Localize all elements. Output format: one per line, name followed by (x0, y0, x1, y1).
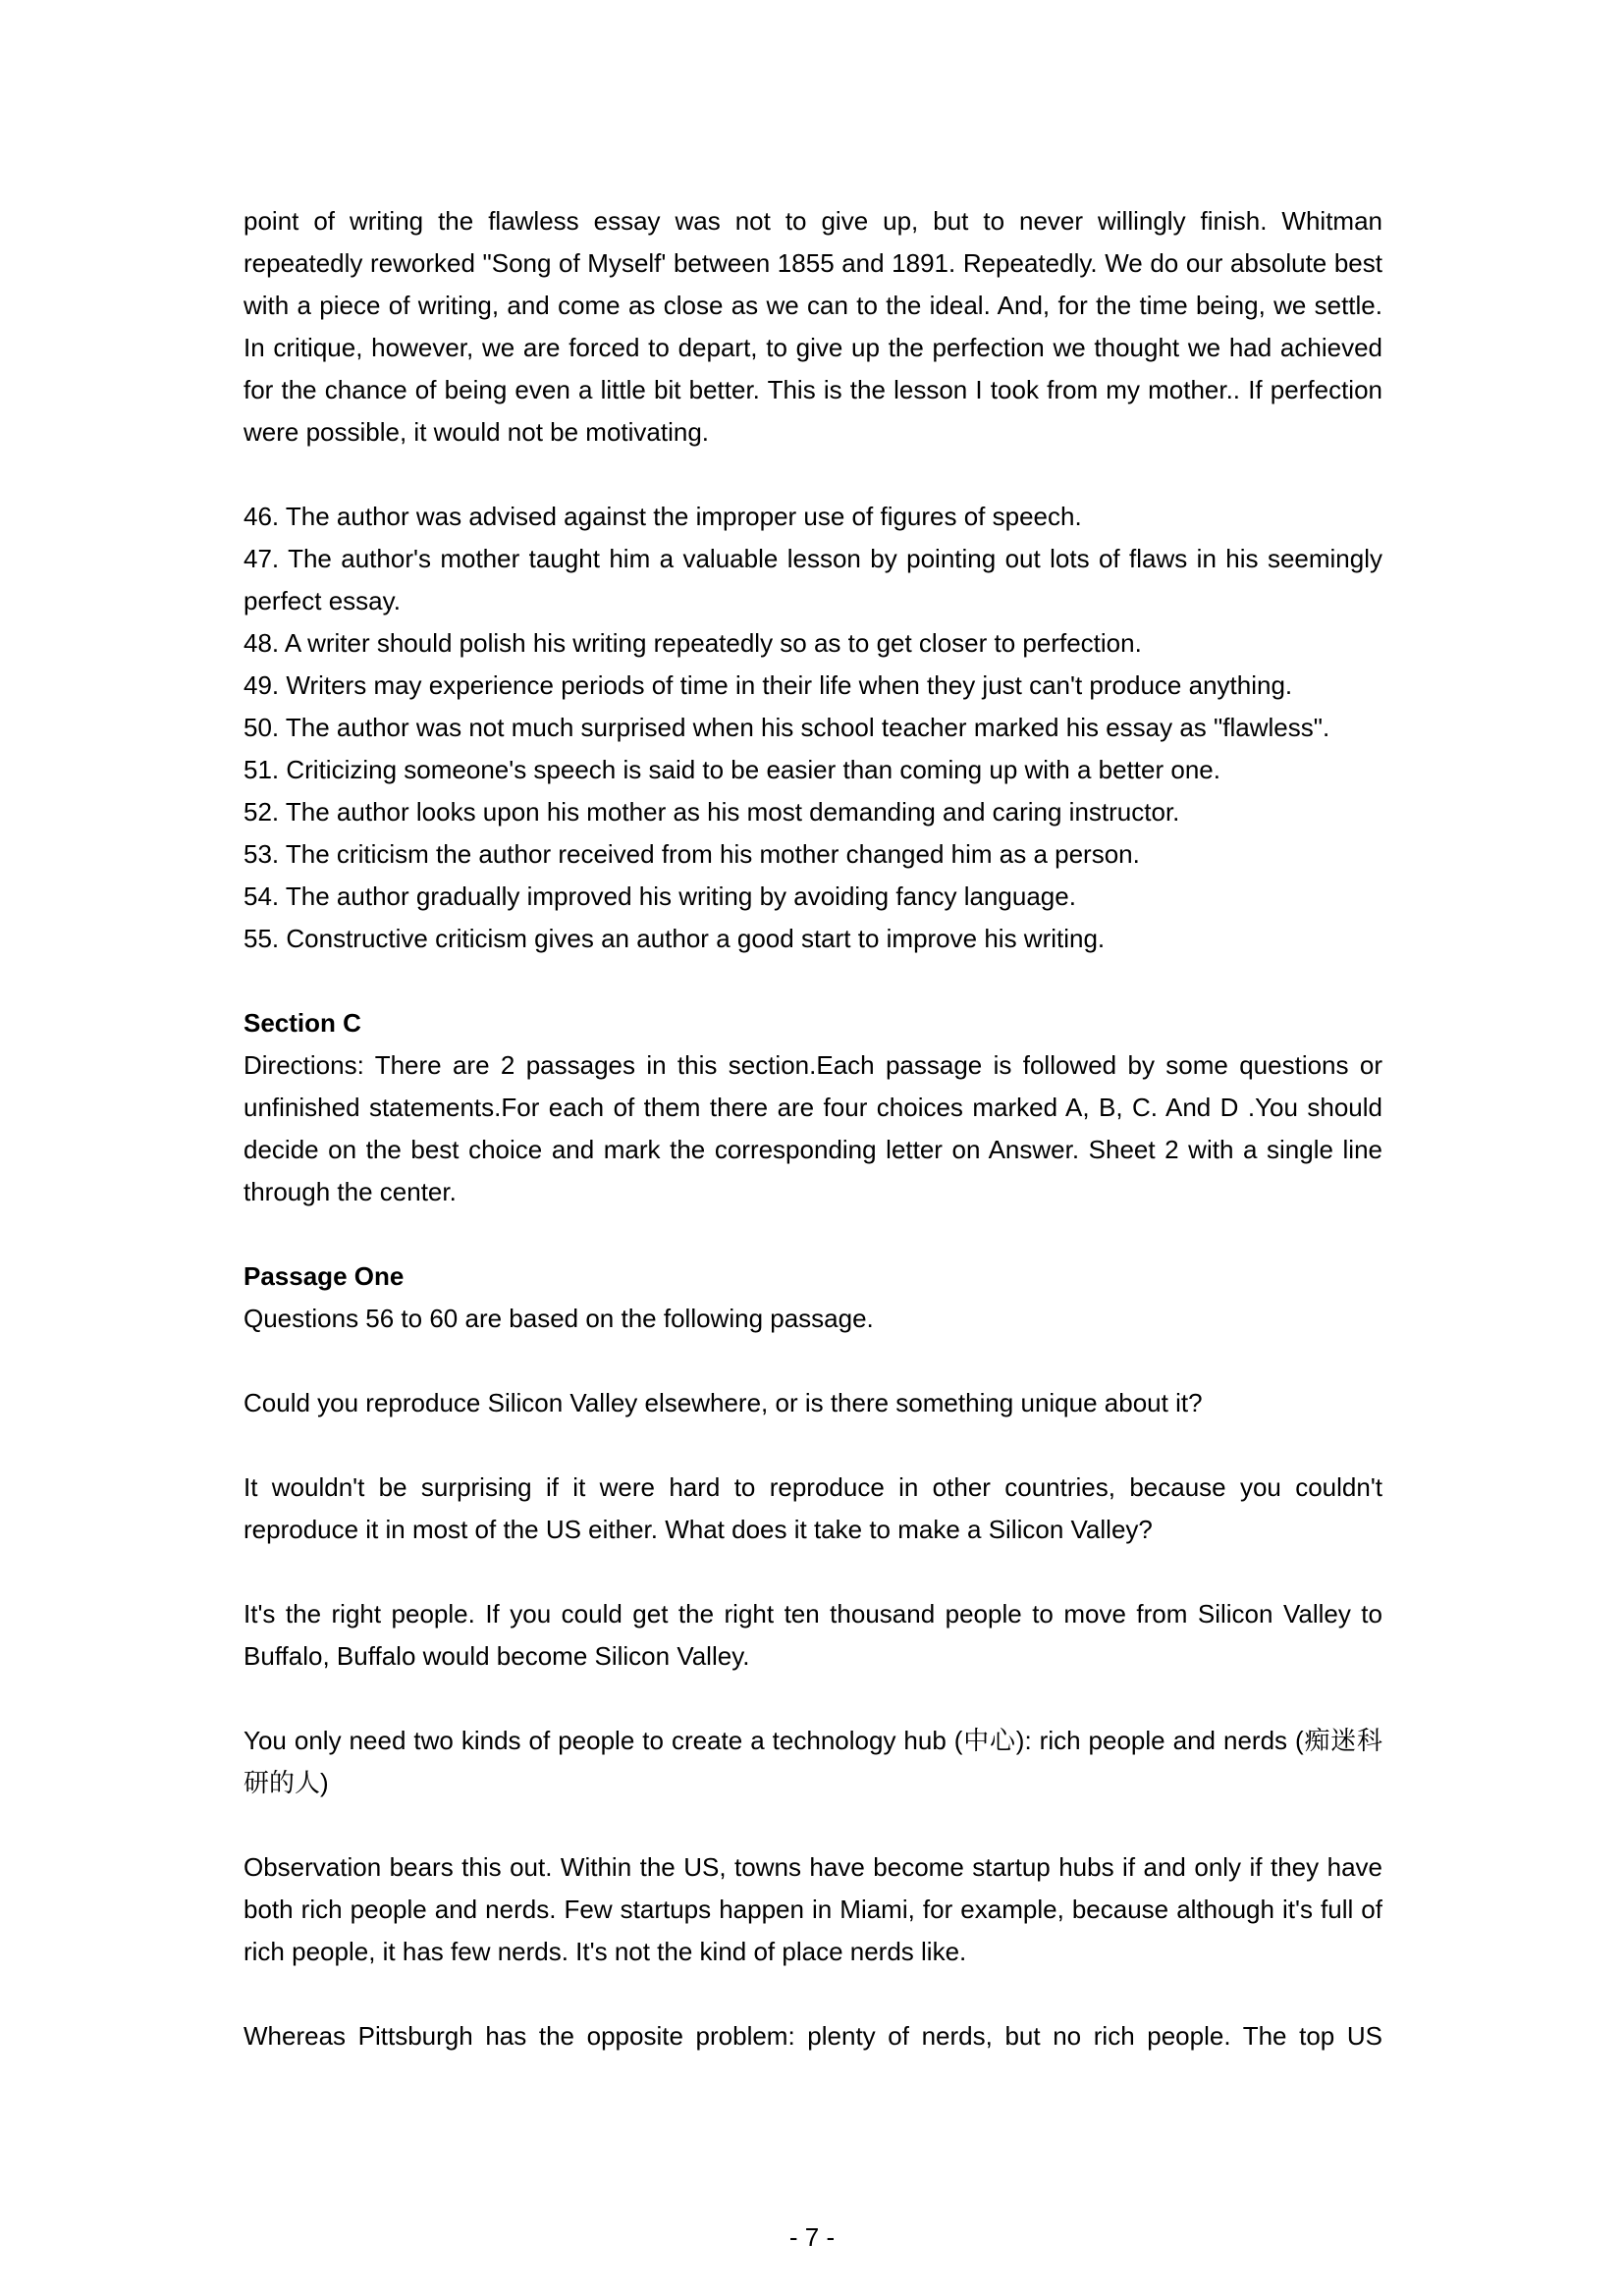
question-item-48: 48. A writer should polish his writing repeatedly so as to get closer to perfection. (244, 628, 1142, 658)
passage-one-intro: Questions 56 to 60 are based on the following passage. (244, 1304, 874, 1333)
question-item-50: 50. The author was not much surprised when his school teacher marked his essay as "flawless". (244, 713, 1330, 742)
passage-paragraph-1: Could you reproduce Silicon Valley elsewhere, or is there something unique about it? (244, 1388, 1203, 1417)
question-item-53: 53. The criticism the author received from his mother changed him as a person. (244, 839, 1140, 869)
question-item-52: 52. The author looks upon his mother as his most demanding and caring instructor. (244, 797, 1180, 827)
question-item-54: 54. The author gradually improved his writing by avoiding fancy language. (244, 881, 1076, 911)
passage-paragraph-2: It wouldn't be surprising if it were hard to reproduce in other countries, because you couldn't reproduce it in most of the US either. What does it take to make a Silicon Valley? (244, 1472, 1382, 1544)
question-item-46: 46. The author was advised against the improper use of figures of speech. (244, 502, 1082, 531)
question-item-55: 55. Constructive criticism gives an author a good start to improve his writing. (244, 924, 1106, 953)
page-number: - 7 - (788, 2222, 836, 2252)
question-item-51: 51. Criticizing someone's speech is said to be easier than coming up with a better one. (244, 755, 1220, 784)
passage-one-heading: Passage One (244, 1261, 405, 1291)
document-content (244, 200, 1382, 2100)
question-item-47: 47. The author's mother taught him a valuable lesson by pointing out lots of flaws in his seemingly perfect essay. (244, 544, 1382, 615)
passage-paragraph-3: It's the right people. If you could get the right ten thousand people to move from Silicon Valley to Buffalo, Buffalo would become Silicon Valley. (244, 1599, 1382, 1671)
section-c-directions: Directions: There are 2 passages in this section.Each passage is followed by some questions or unfinished statements.For each of them there are four choices marked A, B, C. And D .You should decide on the best choice and mark the corresponding letter on Answer. Sheet 2 with a single line through the center. (244, 1050, 1382, 1206)
questions-list (244, 496, 1382, 960)
section-c-heading: Section C (244, 1008, 361, 1038)
passage-paragraph-6: Whereas Pittsburgh has the opposite problem: plenty of nerds, but no rich people. The top US (244, 2021, 1382, 2051)
passage-paragraph-5: Observation bears this out. Within the US, towns have become startup hubs if and only if they have both rich people and nerds. Few startups happen in Miami, for example, because although it's full of rich people, it has few nerds. It's not the kind of place nerds like. (244, 1852, 1382, 1966)
passage-paragraph-4: You only need two kinds of people to create a technology hub (中心): rich people and nerds (痴迷科研的人) (244, 1726, 1382, 1797)
question-item-49: 49. Writers may experience periods of time in their life when they just can't produce anything. (244, 670, 1293, 700)
opening-paragraph: point of writing the flawless essay was not to give up, but to never willingly finish. Whitman repeatedly reworked "Song of Myself' between 1855 and 1891. Repeatedly. We do our absolute best with a piece of writing, and come as close as we can to the ideal. And, for the time being, we settle. In critique, however, we are forced to depart, to give up the perfection we thought we had achieved for the chance of being even a little bit better. This is the lesson I took from my mother.. If perfection were possible, it would not be motivating. (244, 206, 1382, 447)
